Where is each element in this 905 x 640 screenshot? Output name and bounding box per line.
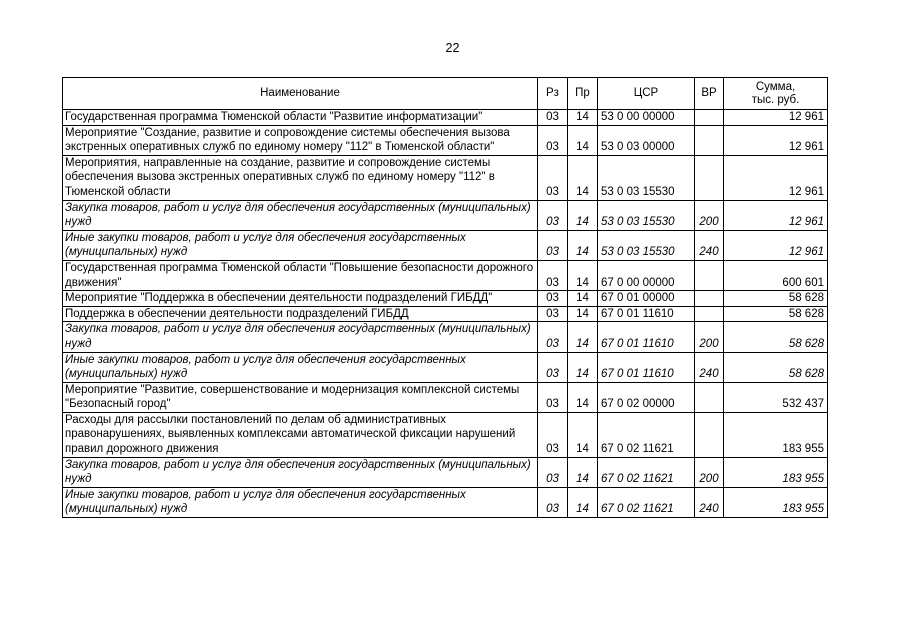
cell-sum: 12 961 [724,200,828,230]
cell-sum: 183 955 [724,412,828,457]
cell-rz: 03 [538,306,568,322]
cell-rz: 03 [538,487,568,517]
table-row [63,322,828,352]
cell-sum: 183 955 [724,457,828,487]
cell-sum: 600 601 [724,260,828,290]
cell-csr: 67 0 01 11610 [598,352,695,382]
cell-pr: 14 [568,230,598,260]
cell-sum: 58 628 [724,291,828,307]
cell-name: Закупка товаров, работ и услуг для обеспечения государственных (муниципальных) нужд [63,457,538,487]
cell-sum: 183 955 [724,487,828,517]
table-row [63,412,828,457]
page-number: 22 [445,41,460,55]
cell-name: Поддержка в обеспечении деятельности подразделений ГИБДД [63,306,538,322]
cell-name: Мероприятие "Поддержка в обеспечении деятельности подразделений ГИБДД" [63,291,538,307]
header-rz: Рз [538,78,568,110]
cell-pr: 14 [568,352,598,382]
cell-pr: 14 [568,291,598,307]
cell-pr: 14 [568,487,598,517]
cell-sum: 532 437 [724,382,828,412]
cell-pr: 14 [568,200,598,230]
cell-sum: 12 961 [724,230,828,260]
cell-name: Закупка товаров, работ и услуг для обеспечения государственных (муниципальных) нужд [63,322,538,352]
header-sum-line2: тыс. руб. [751,93,800,106]
table-row [63,230,828,260]
header-name: Наименование [63,78,538,110]
cell-vr [695,125,724,155]
cell-pr: 14 [568,412,598,457]
cell-csr: 67 0 02 00000 [598,382,695,412]
cell-rz: 03 [538,200,568,230]
cell-name: Мероприятие "Развитие, совершенствование и модернизация комплексной системы "Безопасный город" [63,382,538,412]
cell-name: Иные закупки товаров, работ и услуг для обеспечения государственных (муниципальных) нужд [63,230,538,260]
cell-pr: 14 [568,322,598,352]
cell-csr: 53 0 03 15530 [598,155,695,200]
cell-sum: 12 961 [724,155,828,200]
table-row [63,125,828,155]
cell-rz: 03 [538,125,568,155]
cell-vr [695,382,724,412]
header-pr: Пр [568,78,598,110]
cell-vr: 200 [695,457,724,487]
table-header-row [63,78,828,110]
cell-rz: 03 [538,352,568,382]
cell-name: Иные закупки товаров, работ и услуг для обеспечения государственных (муниципальных) нужд [63,352,538,382]
cell-name: Мероприятия, направленные на создание, развитие и сопровождение системы обеспечения вызова экстренных оперативных служб по единому номеру "112" в Тюменской области [63,155,538,200]
cell-rz: 03 [538,110,568,126]
cell-vr: 240 [695,352,724,382]
cell-sum: 58 628 [724,322,828,352]
cell-csr: 67 0 02 11621 [598,412,695,457]
cell-pr: 14 [568,382,598,412]
cell-csr: 53 0 03 00000 [598,125,695,155]
cell-name: Закупка товаров, работ и услуг для обеспечения государственных (муниципальных) нужд [63,200,538,230]
cell-csr: 67 0 00 00000 [598,260,695,290]
cell-rz: 03 [538,382,568,412]
cell-rz: 03 [538,155,568,200]
cell-csr: 53 0 03 15530 [598,230,695,260]
cell-sum: 12 961 [724,125,828,155]
cell-csr: 53 0 03 15530 [598,200,695,230]
cell-name: Государственная программа Тюменской области "Развитие информатизации" [63,110,538,126]
table-row [63,200,828,230]
cell-rz: 03 [538,412,568,457]
header-csr: ЦСР [598,78,695,110]
table-row [63,260,828,290]
cell-pr: 14 [568,155,598,200]
cell-pr: 14 [568,110,598,126]
cell-name: Иные закупки товаров, работ и услуг для обеспечения государственных (муниципальных) нужд [63,487,538,517]
cell-name: Расходы для рассылки постановлений по делам об административных правонарушениях, выявленных комплексами автоматической фиксации нарушений правил дорожного движения [63,412,538,457]
header-sum [724,78,828,110]
cell-vr: 200 [695,322,724,352]
table-row [63,155,828,200]
cell-sum: 12 961 [724,110,828,126]
cell-vr [695,260,724,290]
table-row [63,110,828,126]
cell-pr: 14 [568,260,598,290]
cell-csr: 67 0 02 11621 [598,457,695,487]
table-row [63,382,828,412]
header-vr: ВР [695,78,724,110]
cell-rz: 03 [538,230,568,260]
cell-pr: 14 [568,125,598,155]
table-row [63,352,828,382]
cell-pr: 14 [568,306,598,322]
cell-vr: 240 [695,230,724,260]
cell-sum: 58 628 [724,306,828,322]
cell-rz: 03 [538,260,568,290]
cell-vr: 240 [695,487,724,517]
header-sum-line1: Сумма, [755,80,796,93]
cell-csr: 67 0 01 11610 [598,322,695,352]
cell-vr [695,412,724,457]
cell-vr [695,291,724,307]
cell-csr: 67 0 01 00000 [598,291,695,307]
table-row [63,457,828,487]
cell-vr [695,110,724,126]
cell-csr: 67 0 02 11621 [598,487,695,517]
cell-rz: 03 [538,291,568,307]
cell-vr [695,155,724,200]
cell-sum: 58 628 [724,352,828,382]
table-row [63,306,828,322]
budget-table [62,77,828,518]
cell-vr: 200 [695,200,724,230]
cell-vr [695,306,724,322]
cell-csr: 67 0 01 11610 [598,306,695,322]
cell-name: Мероприятие "Создание, развитие и сопровождение системы обеспечения вызова экстренных оперативных служб по единому номеру "112" в Тюменской области" [63,125,538,155]
table-row [63,291,828,307]
table-row [63,487,828,517]
cell-rz: 03 [538,457,568,487]
cell-pr: 14 [568,457,598,487]
cell-rz: 03 [538,322,568,352]
cell-name: Государственная программа Тюменской области "Повышение безопасности дорожного движения" [63,260,538,290]
cell-csr: 53 0 00 00000 [598,110,695,126]
